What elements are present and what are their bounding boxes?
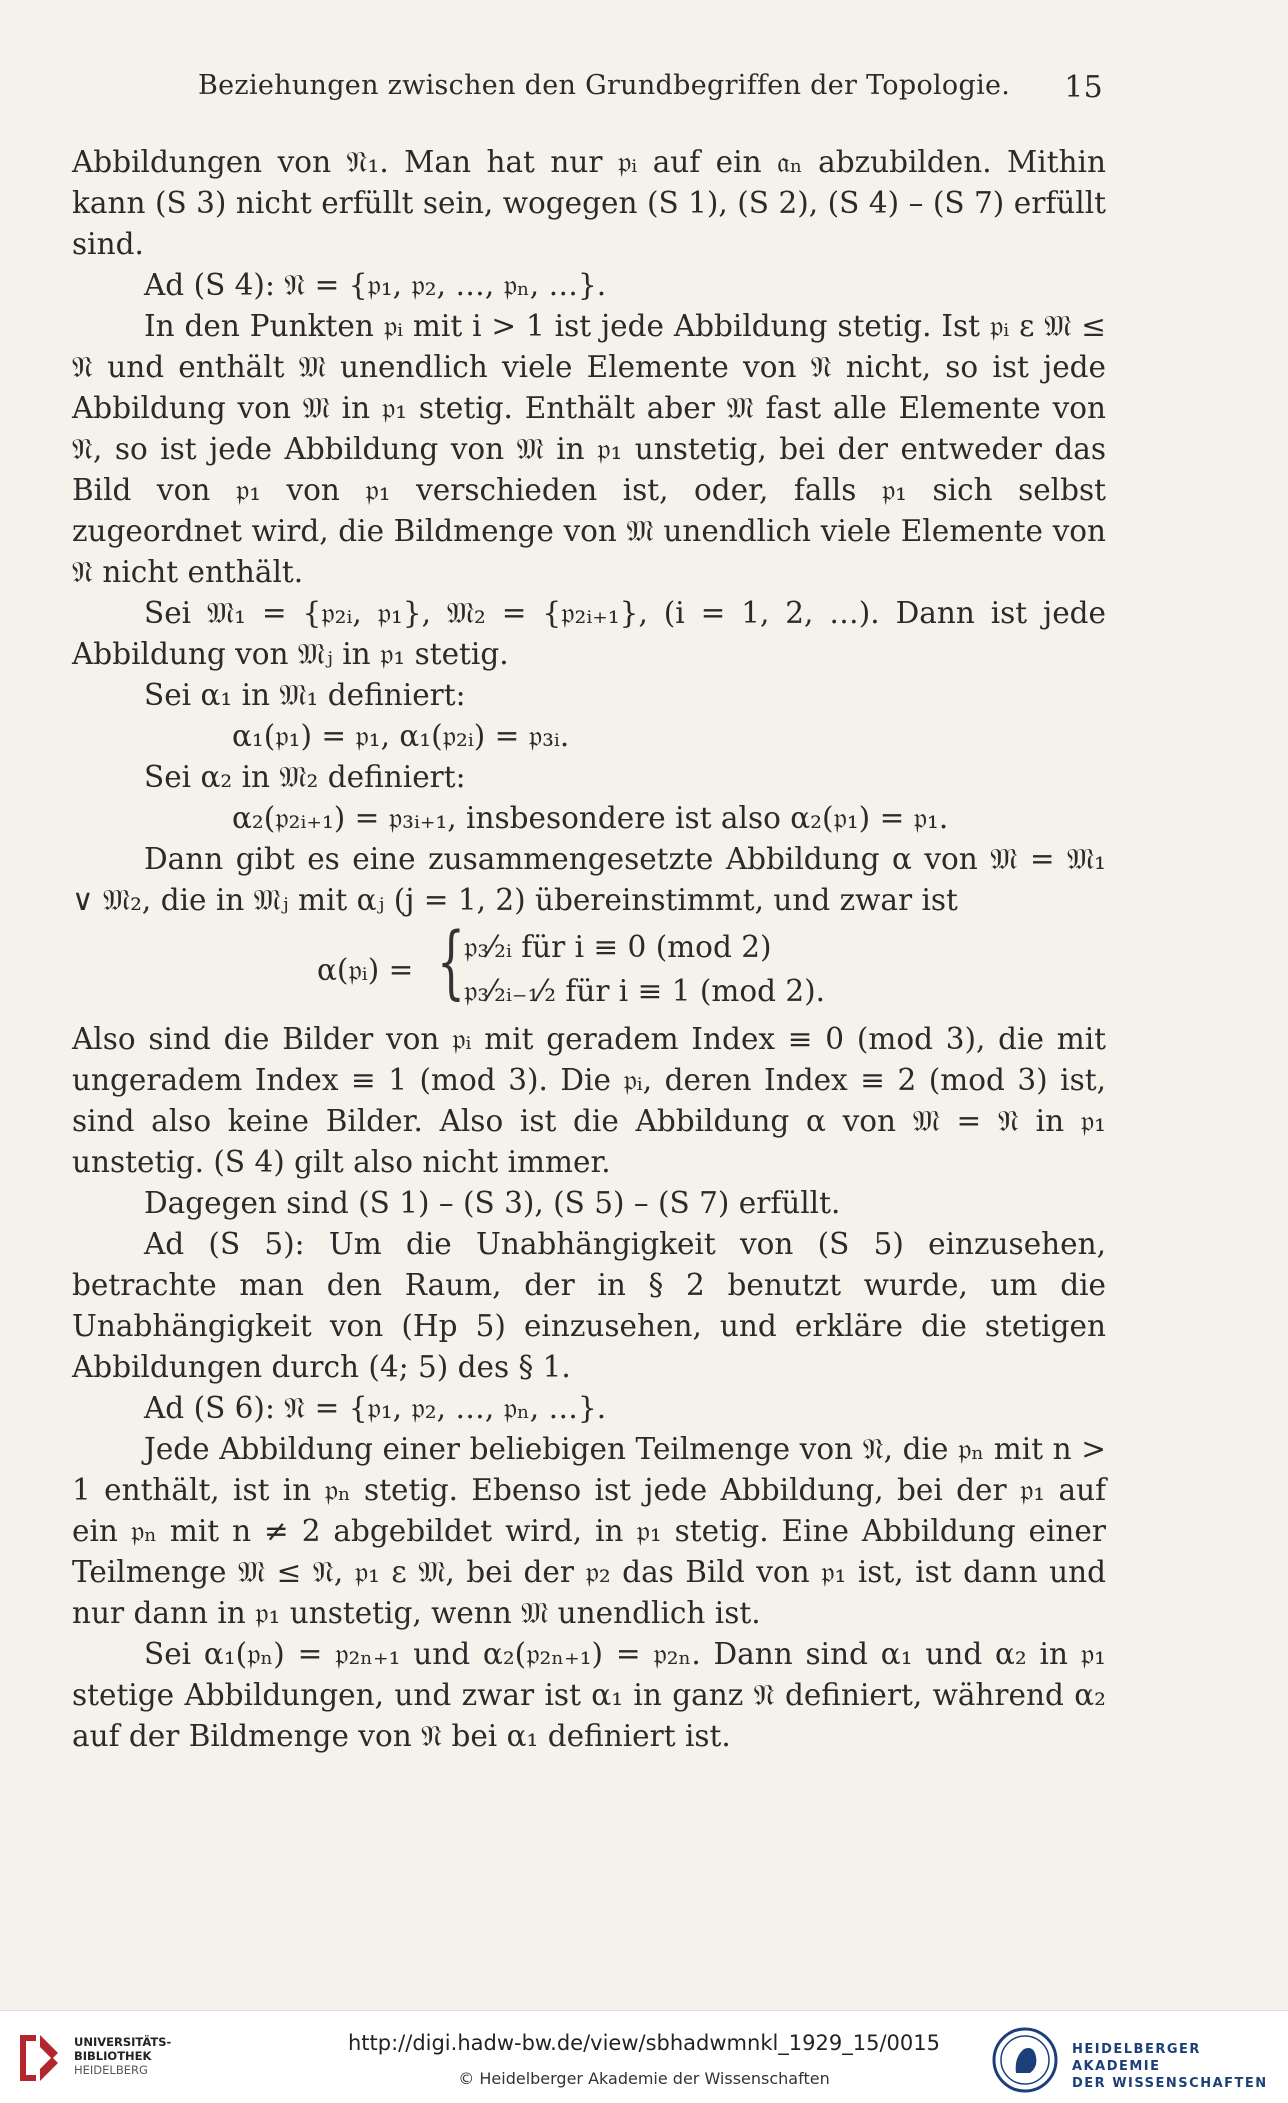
case-lhs: α(𝔭ᵢ) = [317, 953, 414, 987]
header-title: Beziehungen zwischen den Grundbegriffen der Topologie. [198, 70, 1011, 101]
library-line: UNIVERSITÄTS- [74, 2035, 172, 2049]
paragraph: Dagegen sind (S 1) – (S 3), (S 5) – (S 7) erfüllt. [144, 1186, 841, 1220]
case-equation [72, 915, 1106, 1013]
equation: α₂(𝔭₂ᵢ₊₁) = 𝔭₃ᵢ₊₁, insbesondere ist also α₂(𝔭₁) = 𝔭₁. [232, 801, 949, 835]
paragraph: Sei α₂ in 𝔐₂ definiert: [144, 760, 466, 794]
paragraph: Sei α₁ in 𝔐₁ definiert: [144, 678, 466, 712]
running-header [198, 70, 1103, 110]
paragraph: Ad (S 6): 𝔑 = {𝔭₁, 𝔭₂, …, 𝔭ₙ, …}. [144, 1391, 607, 1425]
page-number: 15 [1064, 70, 1103, 105]
academy-line: HEIDELBERGER AKADEMIE [1072, 2042, 1201, 2074]
footer-bar [0, 2010, 1288, 2103]
paragraph: In den Punkten 𝔭ᵢ mit i > 1 ist jede Abbildung stetig. Ist 𝔭ᵢ ε 𝔐 ≤ 𝔑 und enthält 𝔐 unendlich viele Elemente von 𝔑 nicht, so ist jede Abbildung von 𝔐 in 𝔭₁ stetig. Enthält aber 𝔐 fast alle Elemente von 𝔑, so ist jede Abbildung von 𝔐 in 𝔭₁ unstetig, bei der entweder das Bild von 𝔭₁ von 𝔭₁ verschieden ist, oder, falls 𝔭₁ sich selbst zugeordnet wird, die Bildmenge von 𝔐 unendlich viele Elemente von 𝔑 nicht enthält. [72, 309, 1106, 589]
academy-name [1072, 2041, 1288, 2092]
paragraph: Abbildungen von 𝔑₁. Man hat nur 𝔭ᵢ auf ein 𝔞ₙ abzubilden. Mithin kann (S 3) nicht erfüllt sein, wogegen (S 1), (S 2), (S 4) – (S 7) erfüllt sind. [72, 145, 1106, 261]
case-line: 𝔭₃⁄₂ᵢ₋₁⁄₂ für i ≡ 1 (mod 2). [464, 974, 826, 1008]
copyright-notice: © Heidelberger Akademie der Wissenschaften [458, 2069, 830, 2088]
paragraph: Sei 𝔐₁ = {𝔭₂ᵢ, 𝔭₁}, 𝔐₂ = {𝔭₂ᵢ₊₁}, (i = 1, 2, …). Dann ist jede Abbildung von 𝔐ⱼ in 𝔭₁ stetig. [72, 596, 1106, 671]
paragraph: Dann gibt es eine zusammengesetzte Abbildung α von 𝔐 = 𝔐₁ ∨ 𝔐₂, die in 𝔐ⱼ mit αⱼ (j = 1, 2) übereinstimmt, und zwar ist [72, 842, 1106, 917]
paragraph: Ad (S 5): Um die Unabhängigkeit von (S 5) einzusehen, betrachte man den Raum, der in § 2 benutzt wurde, um die Unabhängigkeit von (Hp 5) einzusehen, und erkläre die stetigen Abbildungen durch (4; 5) des § 1. [72, 1227, 1106, 1384]
equation: α₁(𝔭₁) = 𝔭₁, α₁(𝔭₂ᵢ) = 𝔭₃ᵢ. [232, 719, 570, 753]
page-body [72, 142, 1106, 1757]
source-url-link[interactable]: http://digi.hadw-bw.de/view/sbhadwmnkl_1929_15/0015 [347, 2031, 940, 2055]
academy-line: DER WISSENSCHAFTEN [1072, 2076, 1268, 2091]
library-line: HEIDELBERG [74, 2063, 148, 2077]
paragraph: Also sind die Bilder von 𝔭ᵢ mit geradem Index ≡ 0 (mod 3), die mit ungeradem Index ≡ 1 (mod 3). Die 𝔭ᵢ, deren Index ≡ 2 (mod 3) ist, sind also keine Bilder. Also ist die Abbildung α von 𝔐 = 𝔑 in 𝔭₁ unstetig. (S 4) gilt also nicht immer. [72, 1022, 1106, 1179]
library-line: BIBLIOTHEK [74, 2049, 152, 2063]
academy-seal-icon [992, 2027, 1058, 2093]
left-brace: { [437, 915, 465, 1008]
paragraph: Jede Abbildung einer beliebigen Teilmenge von 𝔑, die 𝔭ₙ mit n > 1 enthält, ist in 𝔭ₙ stetig. Ebenso ist jede Abbildung, bei der 𝔭₁ auf ein 𝔭ₙ mit n ≠ 2 abgebildet wird, in 𝔭₁ stetig. Eine Abbildung einer Teilmenge 𝔐 ≤ 𝔑, 𝔭₁ ε 𝔐, bei der 𝔭₂ das Bild von 𝔭₁ ist, ist dann und nur dann in 𝔭₁ unstetig, wenn 𝔐 unendlich ist. [72, 1432, 1106, 1630]
paragraph: Ad (S 4): 𝔑 = {𝔭₁, 𝔭₂, …, 𝔭ₙ, …}. [144, 268, 607, 302]
case-line: 𝔭₃⁄₂ᵢ für i ≡ 0 (mod 2) [464, 930, 772, 964]
paragraph: Sei α₁(𝔭ₙ) = 𝔭₂ₙ₊₁ und α₂(𝔭₂ₙ₊₁) = 𝔭₂ₙ. Dann sind α₁ und α₂ in 𝔭₁ stetige Abbildungen, und zwar ist α₁ in ganz 𝔑 definiert, während α₂ auf der Bildmenge von 𝔑 bei α₁ definiert ist. [72, 1637, 1106, 1753]
